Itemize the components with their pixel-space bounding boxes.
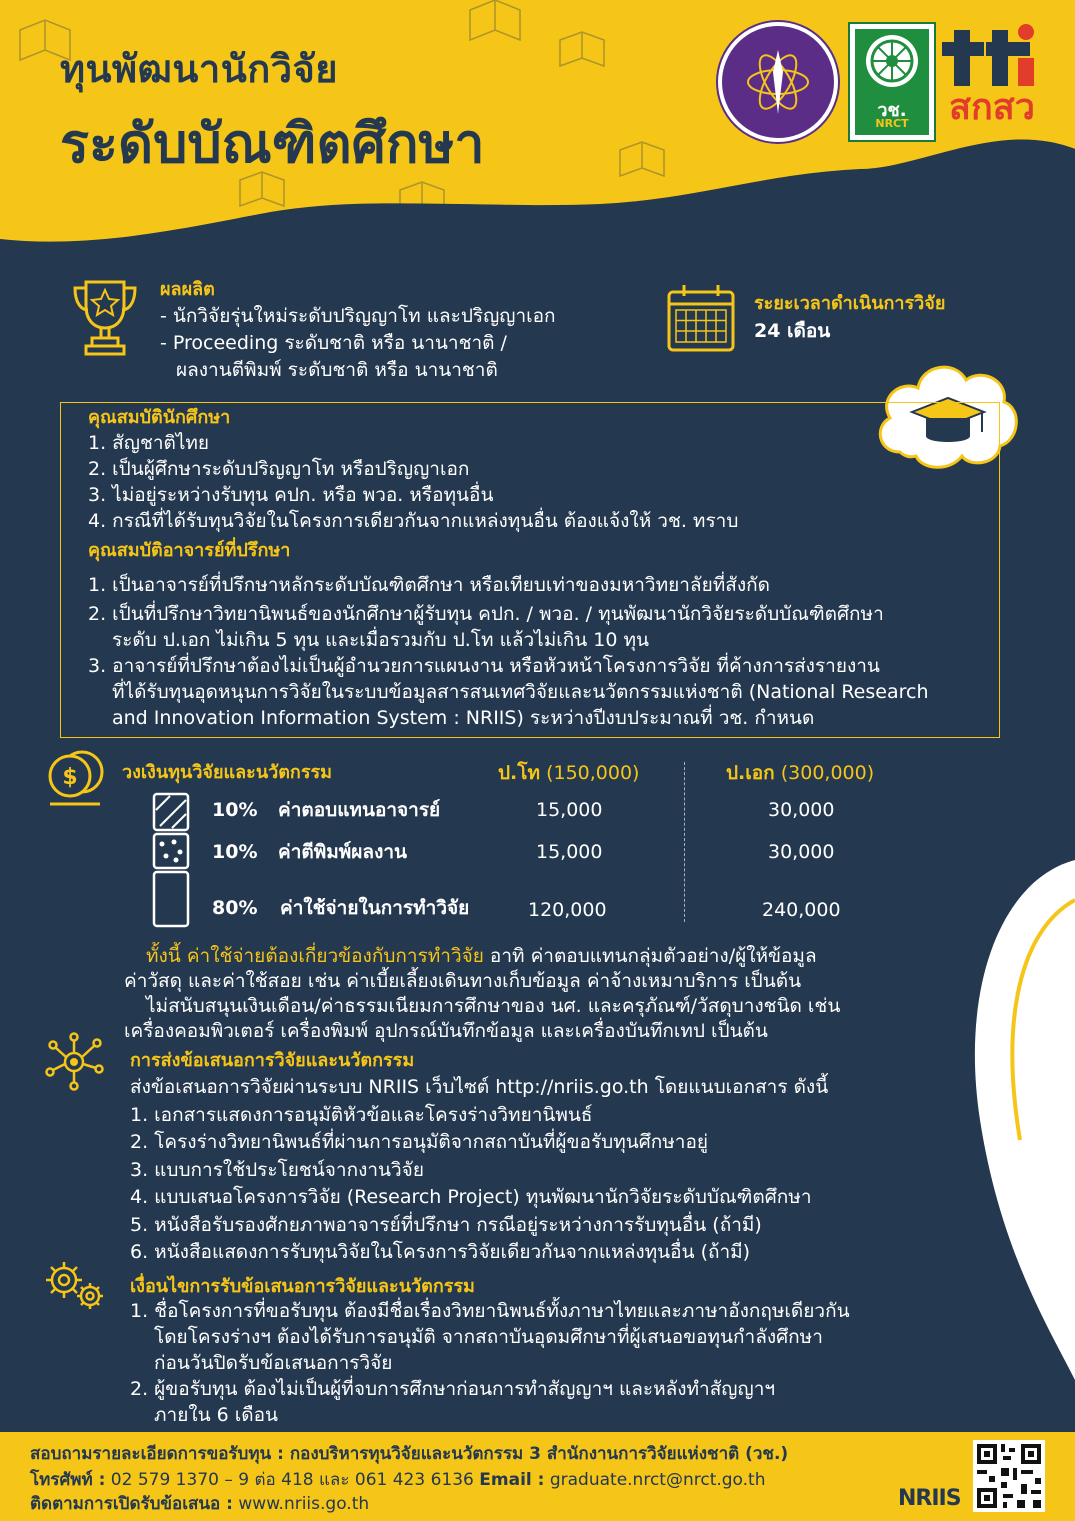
- nrct-wheel-icon: [855, 29, 929, 93]
- advisor-qual-item-3: 3. อาจารย์ที่ปรึกษาต้องไม่เป็นผู้อำนวยการแผนงาน หรือหัวหน้าโครงการวิจัย ที่ค้างการส่งรายงาน: [88, 655, 880, 677]
- budget-row-3-master: 120,000: [528, 899, 607, 921]
- submission-item-6: 6. หนังสือแสดงการรับทุนวิจัยในโครงการวิจัยเดียวกันจากแหล่งทุนอื่น (ถ้ามี): [130, 1241, 751, 1263]
- phd-amount: (300,000): [780, 762, 875, 784]
- footer-phone-line: [30, 1468, 766, 1492]
- output-item-1: - นักวิจัยรุ่นใหม่ระดับปริญญาโท และปริญญาเอก: [160, 305, 556, 327]
- budget-row-2-label: ค่าตีพิมพ์ผลงาน: [278, 841, 408, 863]
- conditions-item-1b: โดยโครงร่างฯ ต้องได้รับการอนุมัติ จากสถาบันอุดมศึกษาที่ผู้เสนอขอทุนกำลังศึกษา: [154, 1326, 823, 1348]
- conditions-item-2: 2. ผู้ขอรับทุน ต้องไม่เป็นผู้ที่จบการศึกษาก่อนการทำสัญญาฯ และหลังทำสัญญาฯ: [130, 1378, 776, 1400]
- phd-label: ป.เอก: [726, 762, 775, 784]
- phone-label: โทรศัพท์ :: [30, 1470, 106, 1490]
- submission-heading: การส่งข้อเสนอการวิจัยและนวัตกรรม: [130, 1050, 415, 1071]
- submission-item-2: 2. โครงร่างวิทยานิพนธ์ที่ผ่านการอนุมัติจากสถาบันที่ผู้ขอรับทุนศึกษาอยู่: [130, 1131, 709, 1153]
- submission-item-3: 3. แบบการใช้ประโยชน์จากงานวิจัย: [130, 1159, 424, 1181]
- nrct-english-text: NRCT: [875, 117, 909, 130]
- mhesi-emblem-icon: [743, 42, 813, 122]
- note-line-1-rest: อาทิ ค่าตอบแทนกลุ่มตัวอย่าง/ผู้ให้ข้อมูล: [483, 945, 817, 967]
- note-line-1: [146, 943, 817, 969]
- student-qual-heading: คุณสมบัตินักศึกษา: [88, 407, 231, 428]
- footer-contact-line: สอบถามรายละเอียดการขอรับทุน : กองบริหารทุนวิจัยและนวัตกรรม 3 สำนักงานการวิจัยแห่งชาติ (วช.): [30, 1444, 789, 1464]
- note-line-3: ไม่สนับสนุนเงินเดือน/ค่าธรรมเนียมการศึกษาของ นศ. และครุภัณฑ์/วัสดุบางชนิด เช่น: [146, 995, 841, 1017]
- budget-master-header: [498, 761, 639, 785]
- nrct-thai-text: วช.: [877, 100, 907, 121]
- mhesi-logo: [718, 22, 838, 142]
- trophy-icon: [72, 276, 138, 360]
- tsri-mark-icon: [942, 22, 1042, 92]
- footer-follow-line: [30, 1492, 369, 1516]
- nriis-link[interactable]: www.nriis.go.th: [232, 1494, 370, 1514]
- budget-stack-icon: [148, 790, 194, 930]
- title-line-2: ระดับบัณฑิตศึกษา: [60, 112, 485, 175]
- email-link[interactable]: graduate.nrct@nrct.go.th: [544, 1470, 766, 1490]
- advisor-qual-item-2b: ระดับ ป.เอก ไม่เกิน 5 ทุน และเมื่อรวมกับ ป.โท แล้วไม่เกิน 10 ทุน: [112, 629, 649, 651]
- budget-row-2-phd: 30,000: [768, 841, 835, 863]
- advisor-qual-item-3b: ที่ได้รับทุนอุดหนุนการวิจัยในระบบข้อมูลสารสนเทศวิจัยและนวัตกรรมแห่งชาติ (National Research: [112, 681, 929, 703]
- output-item-3: ผลงานตีพิมพ์ ระดับชาติ หรือ นานาชาติ: [176, 359, 498, 381]
- money-coins-icon: [46, 748, 104, 808]
- note-line-2: ค่าวัสดุ และค่าใช้สอย เช่น ค่าเบี้ยเลี้ยงเดินทางเก็บข้อมูล ค่าจ้างเหมาบริการ เป็นต้น: [124, 970, 802, 992]
- phone-value: 02 579 1370 – 9 ต่อ 418 และ 061 423 6136: [105, 1470, 480, 1490]
- note-lead: ทั้งนี้ ค่าใช้จ่ายต้องเกี่ยวข้องกับการทำวิจัย: [146, 945, 484, 967]
- duration-value: 24 เดือน: [754, 320, 831, 342]
- budget-row-3-label: ค่าใช้จ่ายในการทำวิจัย: [280, 897, 470, 919]
- budget-phd-header: [726, 761, 874, 785]
- student-qual-item-4: 4. กรณีที่ได้รับทุนวิจัยในโครงการเดียวกันจากแหล่งทุนอื่น ต้องแจ้งให้ วช. ทราบ: [88, 510, 739, 532]
- budget-row-3-pct: 80%: [212, 897, 258, 919]
- advisor-qual-item-1: 1. เป็นอาจารย์ที่ปรึกษาหลักระดับบัณฑิตศึกษา หรือเทียบเท่าของมหาวิทยาลัยที่สังกัด: [88, 574, 770, 596]
- output-heading: ผลผลิต: [160, 279, 215, 300]
- submission-item-4: 4. แบบเสนอโครงการวิจัย (Research Project) ทุนพัฒนานักวิจัยระดับบัณฑิตศึกษา: [130, 1186, 812, 1208]
- budget-row-1-phd: 30,000: [768, 799, 835, 821]
- note-line-4: เครื่องคอมพิวเตอร์ เครื่องพิมพ์ อุปกรณ์บันทึกข้อมูล และเครื่องบันทึกเทป เป็นต้น: [124, 1020, 768, 1042]
- budget-row-1-pct: 10%: [212, 799, 258, 821]
- advisor-qual-item-3c: and Innovation Information System : NRIIS) ระหว่างปีงบประมาณที่ วช. กำหนด: [112, 707, 815, 729]
- tsri-logo: [942, 22, 1042, 140]
- tsri-text: สกสว: [949, 87, 1035, 128]
- master-amount: (150,000): [546, 762, 640, 784]
- conditions-heading: เงื่อนไขการรับข้อเสนอการวิจัยและนวัตกรรม: [130, 1276, 475, 1297]
- budget-row-2-pct: 10%: [212, 841, 258, 863]
- svg-text:$: $: [62, 765, 78, 790]
- output-item-2: - Proceeding ระดับชาติ หรือ นานาชาติ /: [160, 332, 507, 354]
- submission-item-1: 1. เอกสารแสดงการอนุมัติหัวข้อและโครงร่างวิทยานิพนธ์: [130, 1104, 593, 1126]
- student-qual-item-3: 3. ไม่อยู่ระหว่างรับทุน คปก. หรือ พวอ. หรือทุนอื่น: [88, 484, 494, 506]
- budget-column-divider: [684, 762, 685, 922]
- student-qual-item-2: 2. เป็นผู้ศึกษาระดับปริญญาโท หรือปริญญาเอก: [88, 458, 470, 480]
- duration-heading: ระยะเวลาดำเนินการวิจัย: [754, 293, 946, 314]
- calendar-icon: [666, 282, 736, 354]
- conditions-item-2b: ภายใน 6 เดือน: [154, 1404, 278, 1426]
- conditions-item-1c: ก่อนวันปิดรับข้อเสนอการวิจัย: [154, 1352, 393, 1374]
- nrct-logo: [848, 22, 936, 142]
- qr-code-icon[interactable]: [973, 1440, 1045, 1512]
- conditions-item-1: 1. ชื่อโครงการที่ขอรับทุน ต้องมีชื่อเรื่องวิทยานิพนธ์ทั้งภาษาไทยและภาษาอังกฤษเดียวกัน: [130, 1300, 850, 1322]
- budget-row-2-master: 15,000: [536, 841, 603, 863]
- title-line-1: ทุนพัฒนานักวิจัย: [60, 47, 339, 91]
- submission-intro: ส่งข้อเสนอการวิจัยผ่านระบบ NRIIS เว็บไซต์ http://nriis.go.th โดยแนบเอกสาร ดังนี้: [130, 1076, 829, 1098]
- network-nodes-icon: [44, 1032, 104, 1092]
- budget-row-1-label: ค่าตอบแทนอาจารย์: [278, 799, 441, 821]
- master-label: ป.โท: [498, 762, 541, 784]
- follow-label: ติดตามการเปิดรับข้อเสนอ :: [30, 1494, 233, 1514]
- nriis-logo: NRIIS: [898, 1486, 961, 1511]
- budget-row-3-phd: 240,000: [762, 899, 841, 921]
- student-qual-item-1: 1. สัญชาติไทย: [88, 432, 210, 454]
- advisor-qual-heading: คุณสมบัติอาจารย์ที่ปรึกษา: [88, 540, 291, 561]
- gears-icon: [42, 1258, 108, 1312]
- email-label: Email :: [479, 1470, 545, 1490]
- advisor-qual-item-2: 2. เป็นที่ปรึกษาวิทยานิพนธ์ของนักศึกษาผู้รับทุน คปก. / พวอ. / ทุนพัฒนานักวิจัยระดับบัณฑิตศึกษา: [88, 603, 884, 625]
- budget-heading: วงเงินทุนวิจัยและนวัตกรรม: [122, 762, 333, 783]
- budget-row-1-master: 15,000: [536, 799, 603, 821]
- submission-item-5: 5. หนังสือรับรองศักยภาพอาจารย์ที่ปรึกษา กรณีอยู่ระหว่างการรับทุนอื่น (ถ้ามี): [130, 1214, 762, 1236]
